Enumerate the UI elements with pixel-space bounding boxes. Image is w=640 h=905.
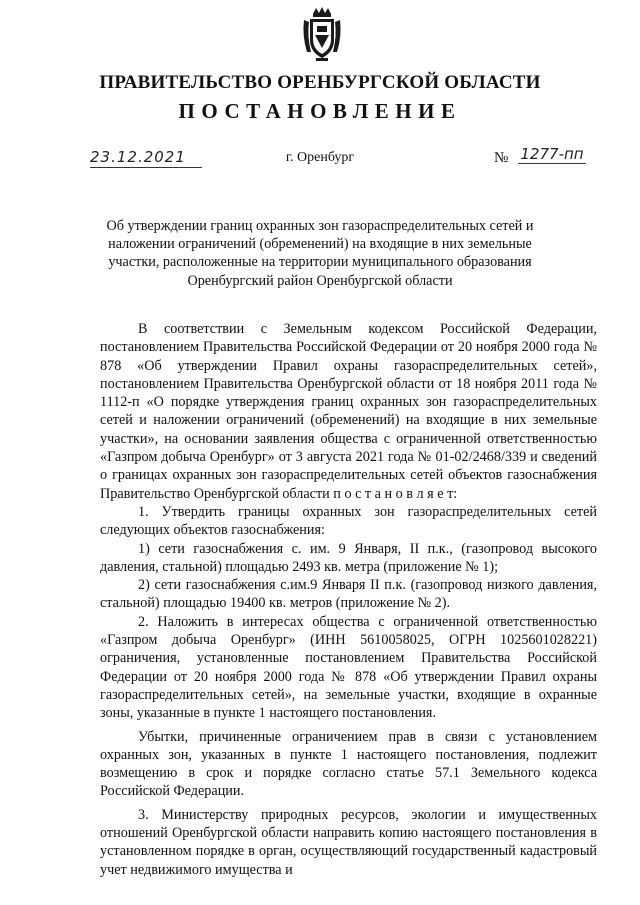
item-1-2-paragraph: 2) сети газоснабжения с.им.9 Января II п.к. (газопровод низкого давления, стальной) площадью 19400 кв. метров (приложение № 2). bbox=[100, 577, 597, 612]
item-2-paragraph: 2. Наложить в интересах общества с ограниченной ответственностью «Газпром добыча Оренбург» (ИНН 5610058025, ОГРН 1025601028221) ограничения, установленные постановлением Правительства Российской Федерации от 20 ноября 2000 года № 878 «Об утверждении Правил охраны газораспределительных сетей», на земельные участки, входящие в охранные зоны, указанные в пункте 1 настоящего постановления. bbox=[100, 613, 597, 722]
document-subject: Об утверждении границ охранных зон газораспределительных сетей и наложении ограничений (обременений) на входящие в них земельные участки, расположенные на территории муниципального образования Оренбургский район Оренбургской области bbox=[106, 218, 534, 289]
document-body bbox=[100, 320, 597, 879]
number-sign: № bbox=[494, 150, 509, 166]
coat-of-arms-icon bbox=[301, 6, 343, 62]
losses-paragraph: Убытки, причиненные ограничением прав в связи с установлением охранных зон, указанных в пункте 1 настоящего постановления, подлежит возмещению в срок и порядке согласно статье 57.1 Земельного кодекса Российской Федерации. bbox=[100, 728, 597, 800]
government-title: ПРАВИТЕЛЬСТВО ОРЕНБУРГСКОЙ ОБЛАСТИ bbox=[99, 72, 541, 93]
document-type-heading: ПОСТАНОВЛЕНИЕ bbox=[178, 99, 462, 123]
item-1-paragraph: 1. Утвердить границы охранных зон газораспределительных сетей следующих объектов газоснабжения: bbox=[100, 503, 597, 539]
document-city: г. Оренбург bbox=[285, 150, 355, 165]
preamble-paragraph: В соответствии с Земельным кодексом Российской Федерации, постановлением Правительства Российской Федерации от 20 ноября 2000 года № 878 «Об утверждении Правил охраны газораспределительных сетей», постановлением Правительства Оренбургской области от 18 ноября 2011 года № 1112-п «О порядке утверждения границ охранных зон газораспределительных сетей и наложении ограничений (обременений) на входящие в них земельные участки», на основании заявления общества с ограниченной ответственностью «Газпром добыча Оренбург» от 3 августа 2021 года № 01-02/2468/339 и сведений о границах охранных зон газораспределительных сетей объектов газоснабжения Правительство Оренбургской области п о с т а н о в л я е т: bbox=[100, 321, 597, 502]
item-1-1-paragraph: 1) сети газоснабжения с. им. 9 Января, II п.к., (газопровод высокого давления, стальной) площадью 2493 кв. метра (приложение № 1); bbox=[100, 540, 597, 575]
document-date: 23.12.2021 bbox=[90, 148, 202, 168]
document-number: 1277-пп bbox=[518, 145, 586, 164]
item-3-paragraph: 3. Министерству природных ресурсов, экологии и имущественных отношений Оренбургской области направить копию настоящего постановления в установленном порядке в орган, осуществляющий государственный кадастровый учет недвижимого имущества и bbox=[100, 806, 597, 878]
